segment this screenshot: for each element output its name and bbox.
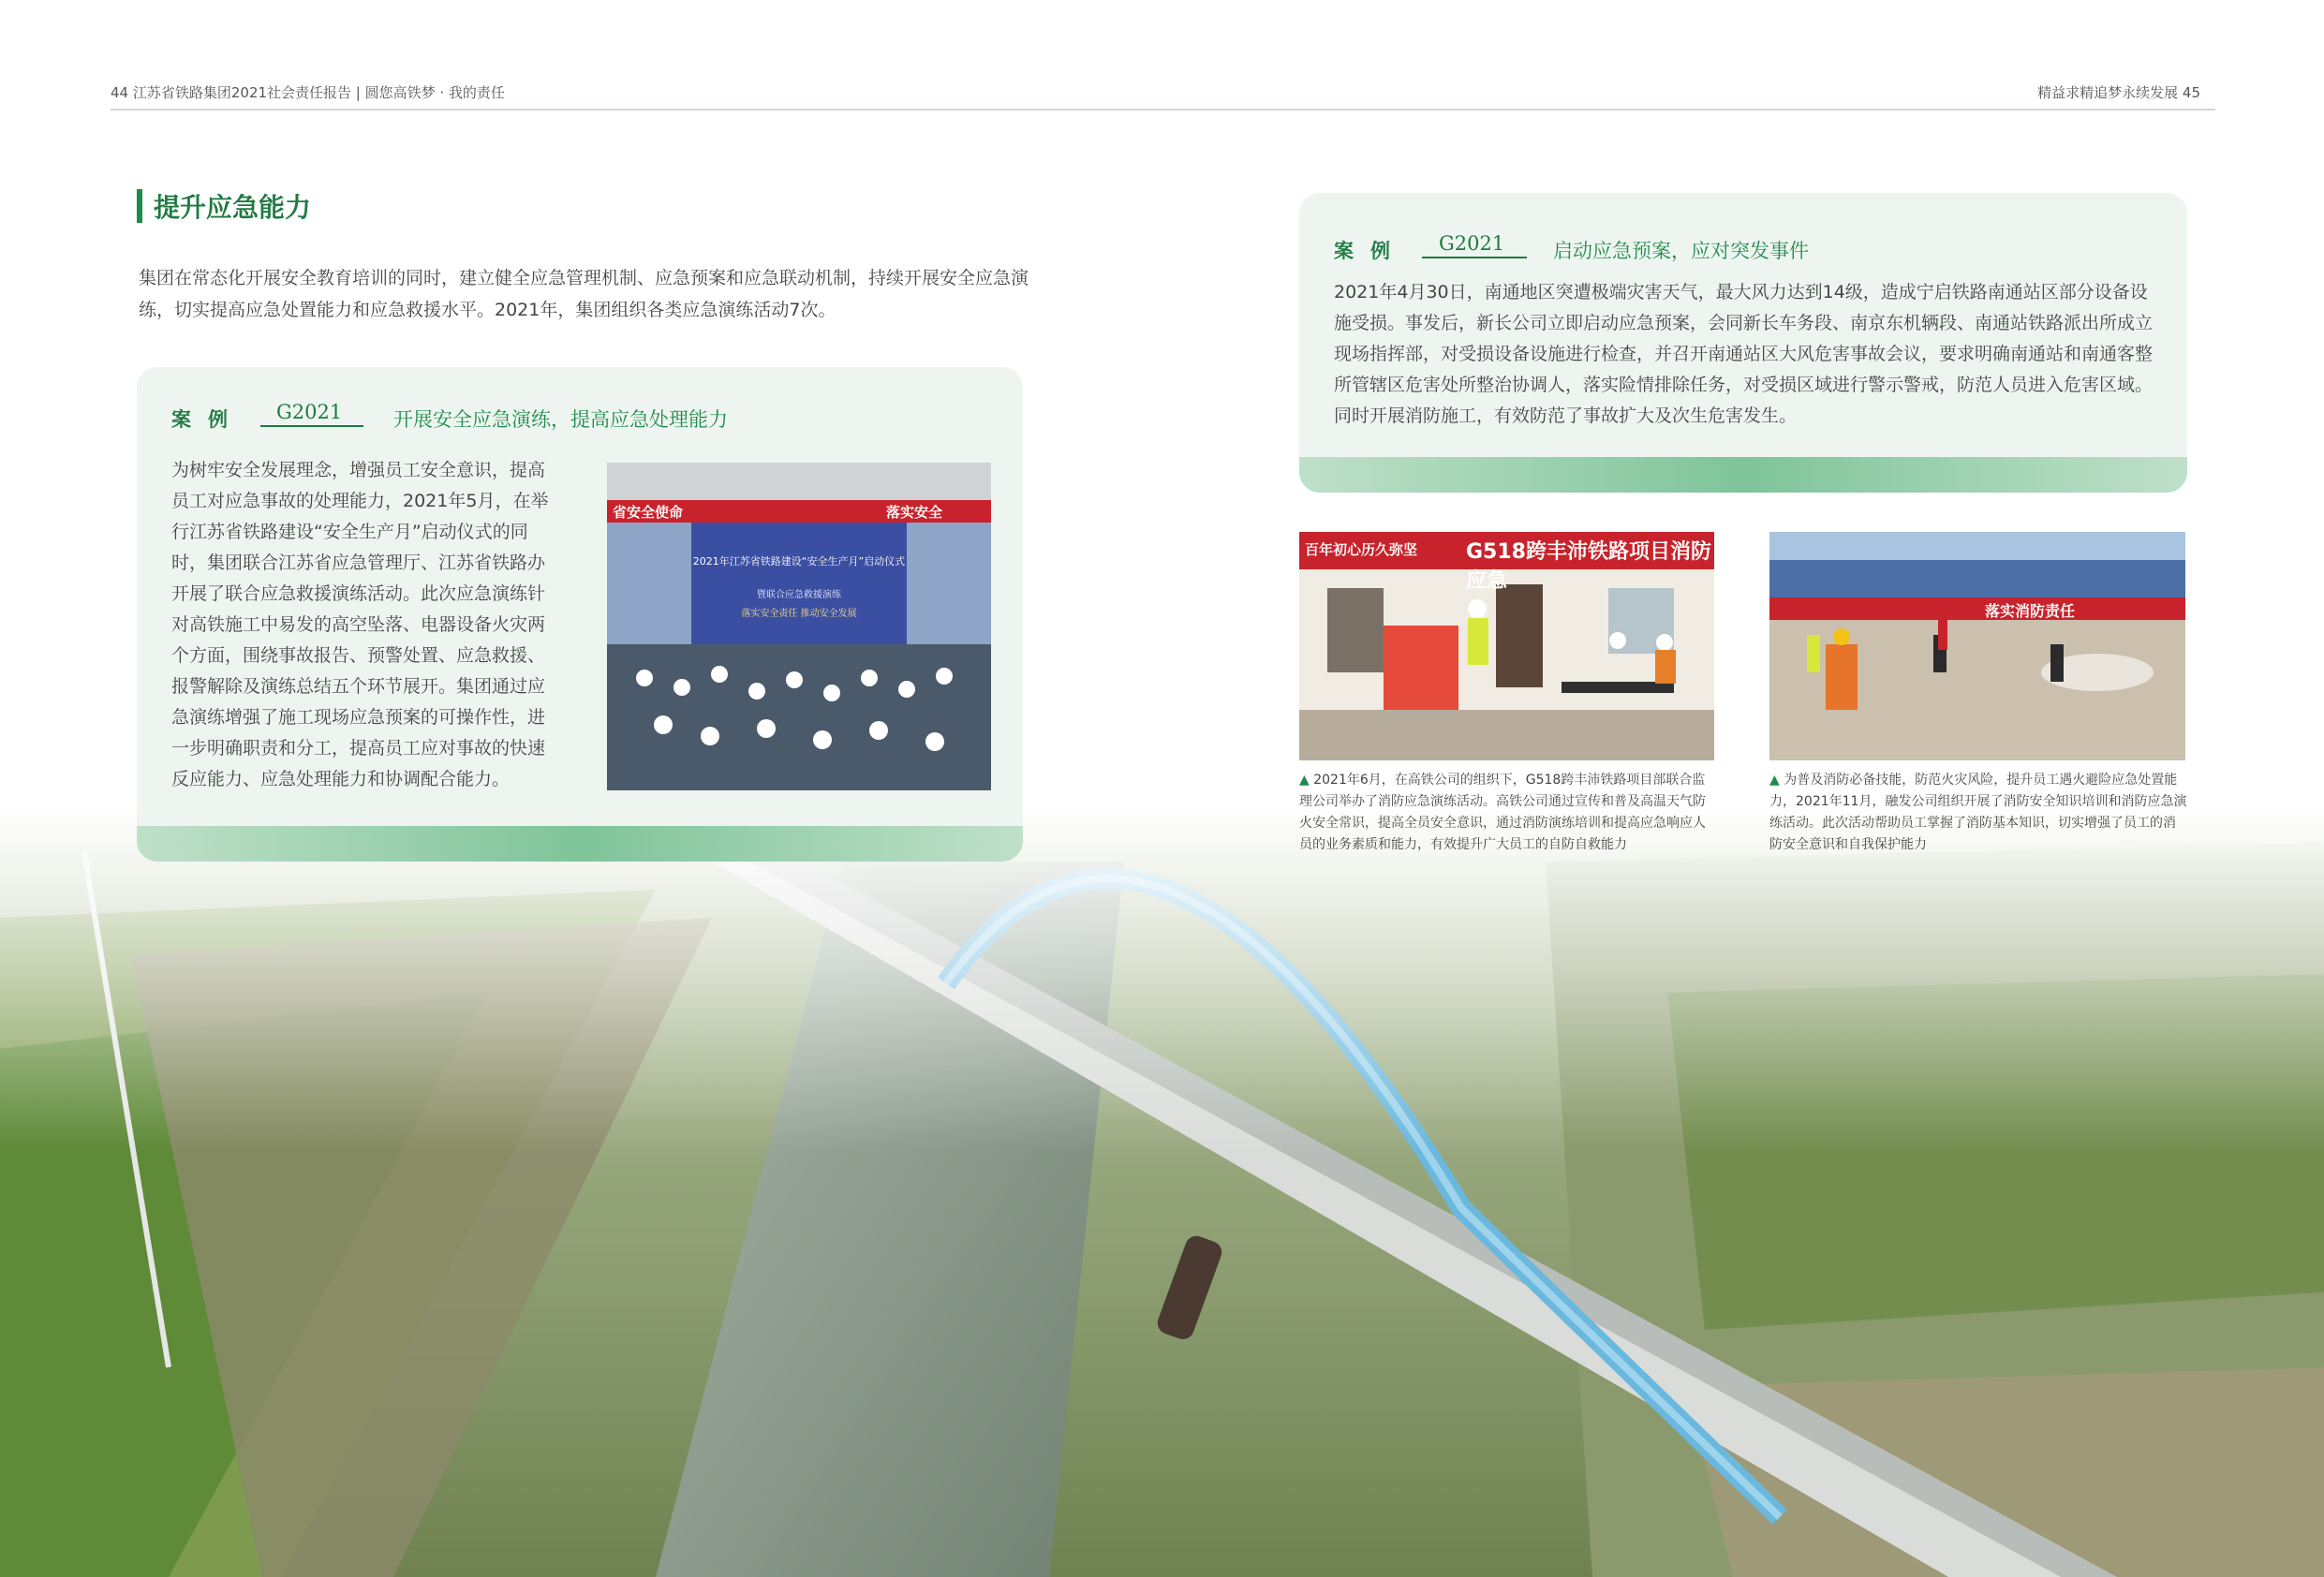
caption-text: 2021年6月，在高铁公司的组织下，G518跨丰沛铁路项目部联合监理公司举办了消防应急演练活动。高铁公司通过宣传和普及高温天气防火安全常识，提高全员安全意识，通过消防演练培训和提高应急响应人员的业务素质和能力，有效提升广大员工的自防自救能力 [1299, 773, 1706, 852]
case-code-underline [260, 425, 363, 427]
case-box-band [1299, 457, 2187, 493]
photo-banner-right: 落实安全 [886, 504, 943, 521]
case-label: 案例 [171, 408, 244, 431]
case-label: 案例 [1334, 240, 1407, 262]
case-body: 为树牢安全发展理念，增强员工安全意识，提高员工对应急事故的处理能力，2021年5月，在举行江苏省铁路建设“安全生产月”启动仪式的同时，集团联合江苏省应急管理厅、江苏省铁路办开展了联合应急救援演练活动。此次应急演练针对高铁施工中易发的高空坠落、电器设备火灾两个方面，围绕事故报告、预警处置、应急救援、报警解除及演练总结五个环节展开。集团通过应急演练增强了施工现场应急预案的可操作性，进一步明确职责和分工，提高员工应对事故的快速反应能力、应急处理能力和协调配合能力。 [171, 460, 549, 789]
photo-banner-left: 省安全使命 [613, 504, 684, 521]
case-code: G2021 [276, 401, 343, 423]
caption-triangle-icon: ▲ [1769, 773, 1784, 788]
fire-drill-photo-2 [1769, 532, 2185, 760]
section-title: 提升应急能力 [154, 192, 312, 223]
caption-text: 为普及消防必备技能，防范火灾风险，提升员工遇火避险应急处置能力，2021年11月，融发公司组织开展了消防安全知识培训和消防应急演练活动。此次活动帮助员工掌握了消防基本知识，切实增强了员工的消防安全意识和自我保护能力 [1769, 773, 2187, 852]
header-divider [111, 109, 2215, 111]
bridge-aerial-photo [0, 805, 2324, 1577]
case-code-underline [1422, 257, 1527, 258]
photo-screen-line1: 2021年江苏省铁路建设“安全生产月”启动仪式 [692, 555, 906, 567]
fire-drill-photo-1 [1299, 532, 1714, 760]
case-title: 启动应急预案，应对突发事件 [1553, 240, 1809, 262]
photo-caption-1 [1299, 770, 1718, 856]
section-intro: 集团在常态化开展安全教育培训的同时，建立健全应急管理机制、应急预案和应急联动机制，持续开展安全应急演练，切实提高应急处置能力和应急救援水平。2021年，集团组织各类应急演练活动7次。 [139, 268, 1029, 320]
case-body: 2021年4月30日，南通地区突遭极端灾害天气，最大风力达到14级，造成宁启铁路南通站区部分设备设施受损。事发后，新长公司立即启动应急预案，会同新长车务段、南京东机辆段、南通站铁路派出所成立现场指挥部，对受损设备设施进行检查，并召开南通站区大风危害事故会议，要求明确南通站和南通客整所管辖区危害处所整治协调人，落实险情排除任务，对受损区域进行警示警戒，防范人员进入危害区域。同时开展消防施工，有效防范了事故扩大及次生危害发生。 [1334, 282, 2154, 426]
case-code: G2021 [1439, 232, 1505, 255]
case-title: 开展安全应急演练，提高应急处理能力 [393, 408, 728, 431]
page-header-left: 44 江苏省铁路集团2021社会责任报告 | 圆您高铁梦 · 我的责任 [111, 84, 505, 101]
photo-screen-line3: 落实安全责任 推动安全发展 [741, 609, 857, 619]
section-title-bar [137, 189, 142, 223]
photo-screen-line2: 暨联合应急救援演练 [757, 590, 841, 600]
case-box-band [137, 826, 1023, 862]
photo-banner: 落实消防责任 [1985, 602, 2076, 620]
photo-banner: G518跨丰沛铁路项目消防应急 [1466, 540, 1711, 593]
ceremony-photo [607, 463, 991, 790]
page-header-right: 精益求精追梦永续发展 45 [2037, 84, 2200, 101]
photo-banner-left: 百年初心历久弥坚 [1305, 541, 1418, 558]
photo-caption-2 [1769, 770, 2188, 856]
caption-triangle-icon: ▲ [1299, 773, 1314, 788]
